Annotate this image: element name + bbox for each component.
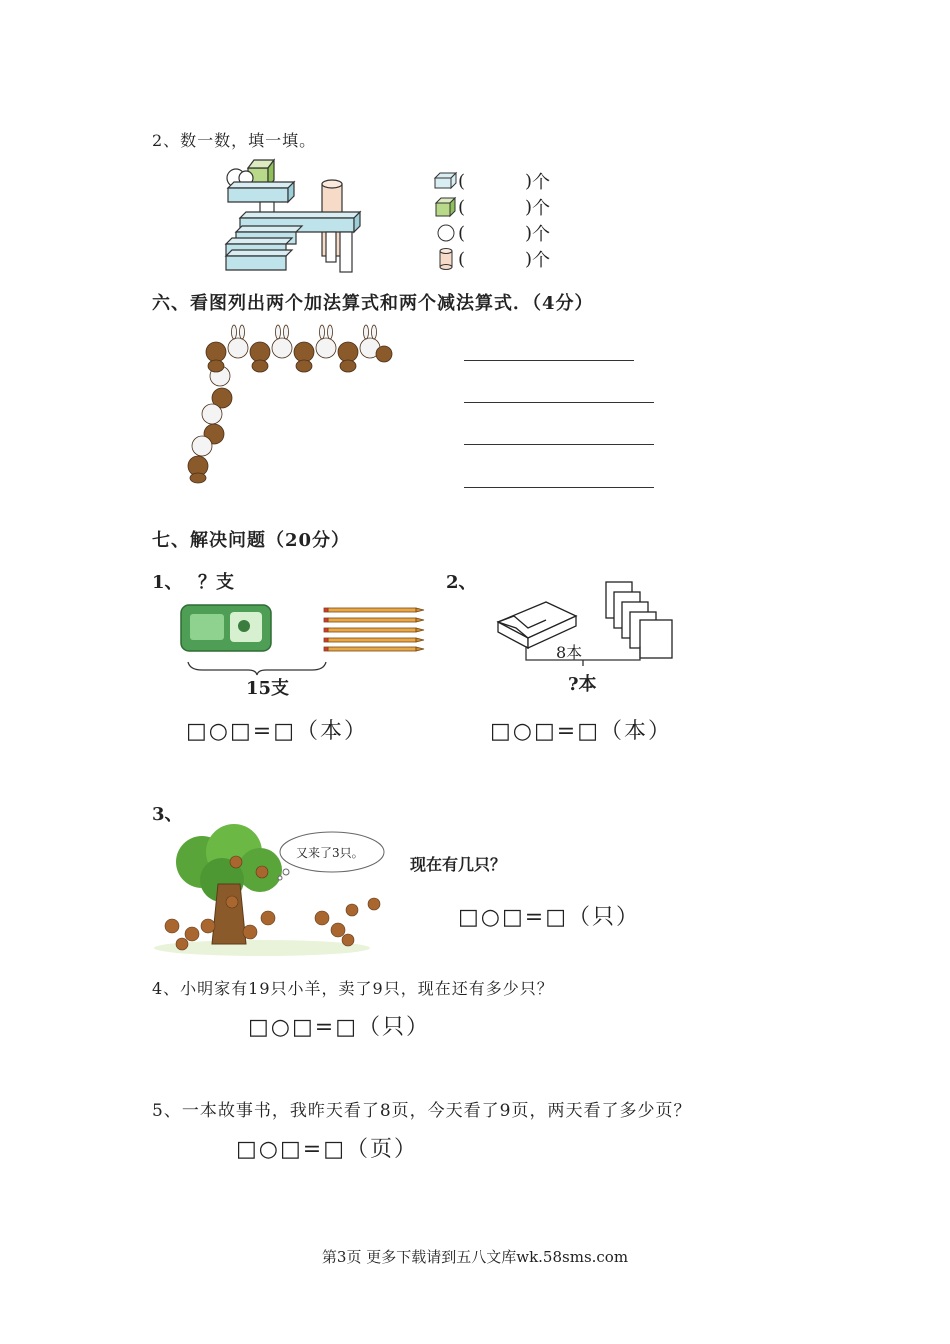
problem-2-formula[interactable]: □○□=□（本）	[490, 719, 672, 744]
problem-2-box-label: 8本	[556, 643, 583, 662]
count-open-paren: (	[458, 248, 466, 270]
answer-line-3[interactable]	[464, 444, 654, 445]
problem-3-formula[interactable]: □○□=□（只）	[458, 905, 640, 930]
answer-line-4[interactable]	[464, 487, 654, 488]
blocks-illustration	[222, 158, 372, 276]
problem-4-formula[interactable]: □○□=□（只）	[248, 1015, 430, 1040]
count-unit: 个	[532, 224, 551, 245]
count-close-paren: )	[525, 248, 533, 270]
count-row-cuboid	[434, 168, 550, 194]
sphere-icon	[434, 223, 458, 243]
count-open-paren: (	[458, 196, 466, 218]
section-7-title: 七、解决问题（20分）	[152, 530, 351, 551]
count-row-cylinder	[434, 246, 550, 272]
book-brace	[524, 646, 642, 666]
problem-4-text: 4、小明家有19只小羊，卖了9只，现在还有多少只？	[152, 979, 554, 998]
count-row-cube	[434, 194, 550, 220]
pencil-case-icon	[180, 604, 272, 652]
cuboid-icon	[434, 172, 458, 190]
q2-title: 2、数一数，填一填。	[152, 131, 317, 150]
count-open-paren: (	[458, 170, 466, 192]
answer-line-1[interactable]	[464, 360, 634, 361]
problem-1-total: 15支	[246, 678, 290, 699]
count-open-paren: (	[458, 222, 466, 244]
count-close-paren: )	[525, 170, 533, 192]
problem-2-number: 2、	[446, 572, 477, 593]
problem-5-formula[interactable]: □○□=□（页）	[236, 1137, 418, 1162]
problem-5-text: 5、一本故事书，我昨天看了8页，今天看了9页，两天看了多少页？	[152, 1101, 692, 1121]
problem-1-formula[interactable]: □○□=□（本）	[186, 719, 368, 744]
count-close-paren: )	[525, 222, 533, 244]
problem-1-number: 1、	[152, 572, 183, 593]
cylinder-icon	[434, 248, 458, 270]
page-footer: 第3页 更多下载请到五八文库wk.58sms.com	[321, 1248, 629, 1266]
count-close-paren: )	[525, 196, 533, 218]
problem-1-question: ？支	[198, 572, 234, 593]
pencils-illustration	[324, 606, 426, 652]
answer-line-2[interactable]	[464, 402, 654, 403]
bears-rabbits-illustration	[176, 318, 396, 484]
section-6-title: 六、看图列出两个加法算式和两个减法算式．（4分）	[152, 293, 594, 314]
cube-icon	[434, 197, 458, 217]
count-unit: 个	[532, 172, 551, 193]
monkeys-tree-illustration	[152, 822, 390, 958]
problem-3-question: 现在有几只？	[410, 855, 507, 874]
count-unit: 个	[532, 198, 551, 219]
count-unit: 个	[532, 250, 551, 271]
count-row-sphere	[434, 220, 550, 246]
problem-2-question: ?本	[568, 674, 597, 695]
problem-3-number: 3、	[152, 804, 183, 825]
problem-3-bubble-text: 又来了3只。	[296, 846, 364, 860]
